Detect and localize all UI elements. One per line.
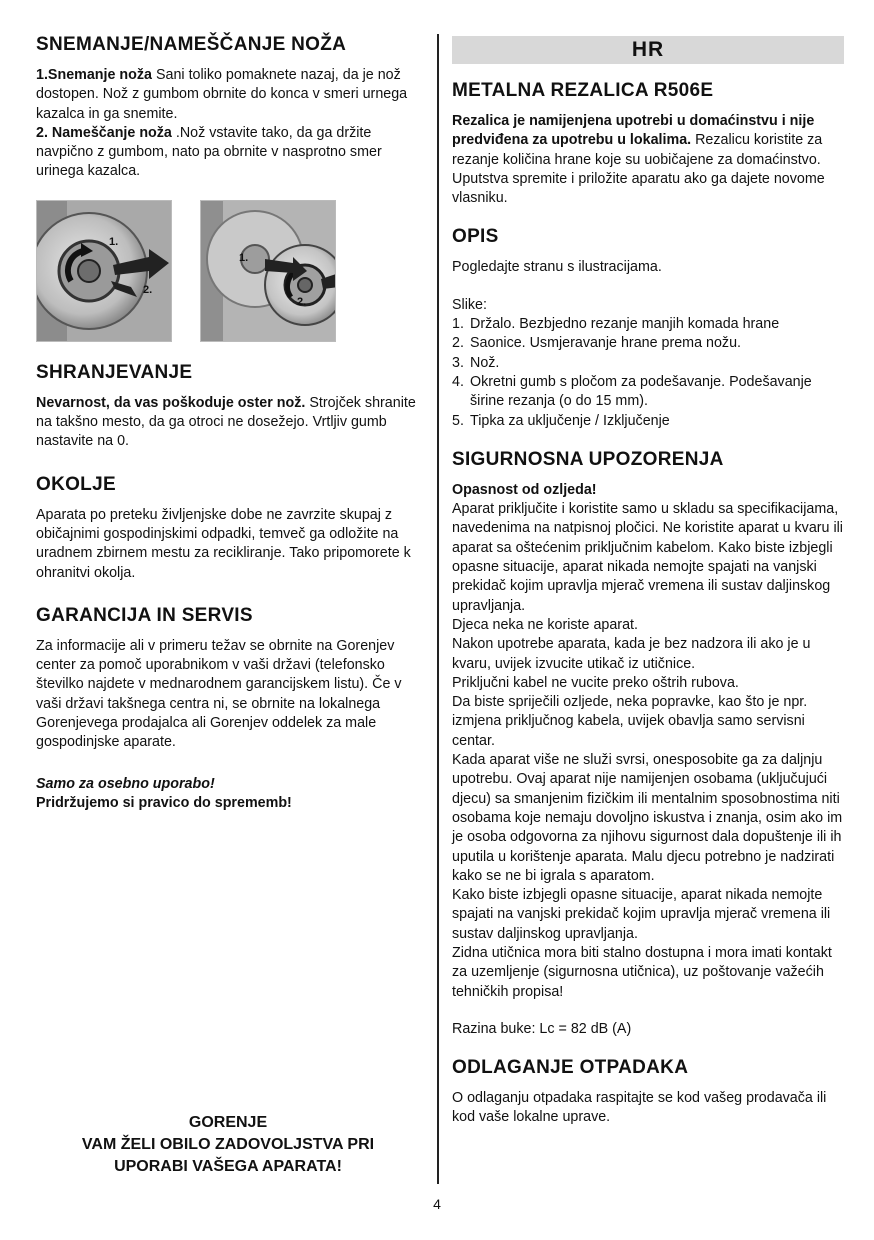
disposal-paragraph: O odlaganju otpadaka raspitajte se kod vašeg prodavača ili kod vaše lokalne uprave. <box>452 1090 827 1126</box>
svg-text:1.: 1. <box>109 235 119 248</box>
section-heading-safety: SIGURNOSNA UPOZORENJA <box>452 448 724 470</box>
injury-warning: Opasnost od ozljeda! <box>452 481 597 498</box>
language-header: HR <box>452 36 844 64</box>
section-heading-description: OPIS <box>452 226 499 248</box>
description-intro: Pogledajte stranu s ilustracijama. <box>452 259 662 276</box>
list-item: 1. Držalo. Bezbjedno rezanje manjih komada hrane <box>452 316 780 333</box>
left-column <box>36 34 426 813</box>
parts-list <box>452 315 844 431</box>
list-item: 3. Nož. <box>452 354 500 371</box>
safety-paragraph-6: Kada aparat više ne služi svrsi, onesposobite ga za daljnju upotrebu. Ovaj aparat nije namijenjen osobama (uključujući djecu) sa smanjenim fizičkim ili mentalnim sposobnostima niti osobama koje nemaju dovoljno iskustva i znanja, osim ako im je osoba odgovorna za njihovu sigurnost dala dopuštenje ili ih uputila u korištenje aparata. Malu djecu potrebno je nadzirati kako se ne bi igrala s aparatom. <box>452 752 843 884</box>
right-column <box>452 34 844 1128</box>
section-heading-blade: SNEMANJE/NAMEŠČANJE NOŽA <box>36 34 347 55</box>
safety-paragraph-3: Nakon upotrebe aparata, kada je bez nadzora ili ako je u kvaru, uvijek izvucite utikač iz utičnice. <box>452 636 811 672</box>
list-item: 4. Okretni gumb s pločom za podešavanje. Podešavanje širine rezanja (o do 15 mm). <box>452 373 812 410</box>
svg-text:2.: 2. <box>143 283 153 296</box>
closing-message: GORENJE VAM ŽELI OBILO ZADOVOLJSTVA PRI UPORABI VAŠEGA APARATA! <box>81 1114 375 1175</box>
noise-level: Razina buke: Lc = 82 dB (A) <box>452 1020 632 1037</box>
warranty-paragraph: Za informacije ali v primeru težav se obrnite na Gorenjev center za pomoč uporabnikom v vaši državi (telefonsko številko najdete v mednarodnem garancijskem listu). Če v vaši državi takšnega centra ni, se obrnite na lokalnega Gorenjevega prodajalca ali Gorenjev oddelek za male gospodinjske aparate. <box>36 637 402 751</box>
safety-paragraph-2: Djeca neka ne koriste aparat. <box>452 616 638 633</box>
column-divider <box>437 34 439 1184</box>
section-heading-disposal: ODLAGANJE OTPADAKA <box>452 1057 689 1079</box>
storage-paragraph: Nevarnost, da vas poškoduje oster nož. Strojček shranite na takšno mesto, da ga otroci ne dosežejo. Vrtljiv gumb nastavite na 0. <box>36 394 416 450</box>
environment-paragraph: Aparata po preteku življenjske dobe ne zavrzite skupaj z običajnimi gospodinjskimi odpadki, temveč ga odložite na uradnem zbirnem mestu za recikliranje. Tako pripomorete k ohranitvi okolja. <box>36 506 411 581</box>
product-paragraph: Rezalica je namijenjena upotrebi u domaćinstvu i nije predviđena za upotrebu u lokalima. Rezalicu koristite za rezanje količina hrane koje su uobičajene za domaćinstvo. Uputstva spremite i priložite aparatu ako ga dajete novome vlasniku. <box>452 113 825 207</box>
figures-label: Slike: <box>452 296 487 313</box>
page-number: 4 <box>433 1196 441 1212</box>
personal-use-note: Samo za osebno uporabo! <box>36 775 215 792</box>
list-item: 5. Tipka za uključenje / Izključenje <box>452 412 670 429</box>
svg-text:1.: 1. <box>239 251 249 264</box>
safety-paragraph-4: Priključni kabel ne vucite preko oštrih rubova. <box>452 674 739 691</box>
section-heading-environment: OKOLJE <box>36 473 116 495</box>
safety-paragraph-8: Zidna utičnica mora biti stalno dostupna i mora imati kontakt za uzemljenje (sigurnosna utičnica), uz poštovanje važećih tehničkih propisa! <box>452 944 832 1000</box>
blade-install-paragraph: 2. Nameščanje noža .Nož vstavite tako, da ga držite navpično z gumbom, nato pa obrnite v nasprotno smer urinega kazalca. <box>36 124 382 180</box>
safety-paragraph-7: Kako biste izbjegli opasne situacije, aparat nikada nemojte spajati na vanjski prekidač kojim upravlja mjerač vremena ili sustav daljinskog upravljanja. <box>452 887 831 942</box>
blade-figures <box>36 200 426 342</box>
svg-text:2.: 2. <box>297 295 307 308</box>
section-heading-storage: SHRANJEVANJE <box>36 361 193 383</box>
list-item: 2. Saonice. Usmjeravanje hrane prema nožu. <box>452 335 741 352</box>
safety-paragraph-5: Da biste spriječili ozljede, neka popravke, kao što je npr. izmjena priključnog kabela, uvijek obavlja samo servisni centar. <box>452 694 808 749</box>
blade-install-illustration <box>200 200 336 342</box>
section-heading-product: METALNA REZALICA R506E <box>452 80 714 101</box>
blade-removal-illustration <box>36 200 172 342</box>
safety-paragraph-1: Aparat priključite i koristite samo u skladu sa specifikacijama, navedenima na natpisnoj pločici. Ne koristite aparat u kvaru ili aparat sa oštećenim priključnim kabelom. Kako biste izbjegli opasne situacije, aparat nikada nemojte spajati na vanjski prekidač kojim upravlja mjerač vremena ili sustav daljinskog upravljanja. <box>452 501 843 614</box>
blade-removal-paragraph: 1.Snemanje noža Sani toliko pomaknete nazaj, da je nož dostopen. Nož z gumbom obrnite do konca v smeri urnega kazalca in ga snemite. <box>36 67 408 122</box>
section-heading-warranty: GARANCIJA IN SERVIS <box>36 604 253 626</box>
rights-reserved-note: Pridržujemo si pravico do sprememb! <box>36 794 292 811</box>
